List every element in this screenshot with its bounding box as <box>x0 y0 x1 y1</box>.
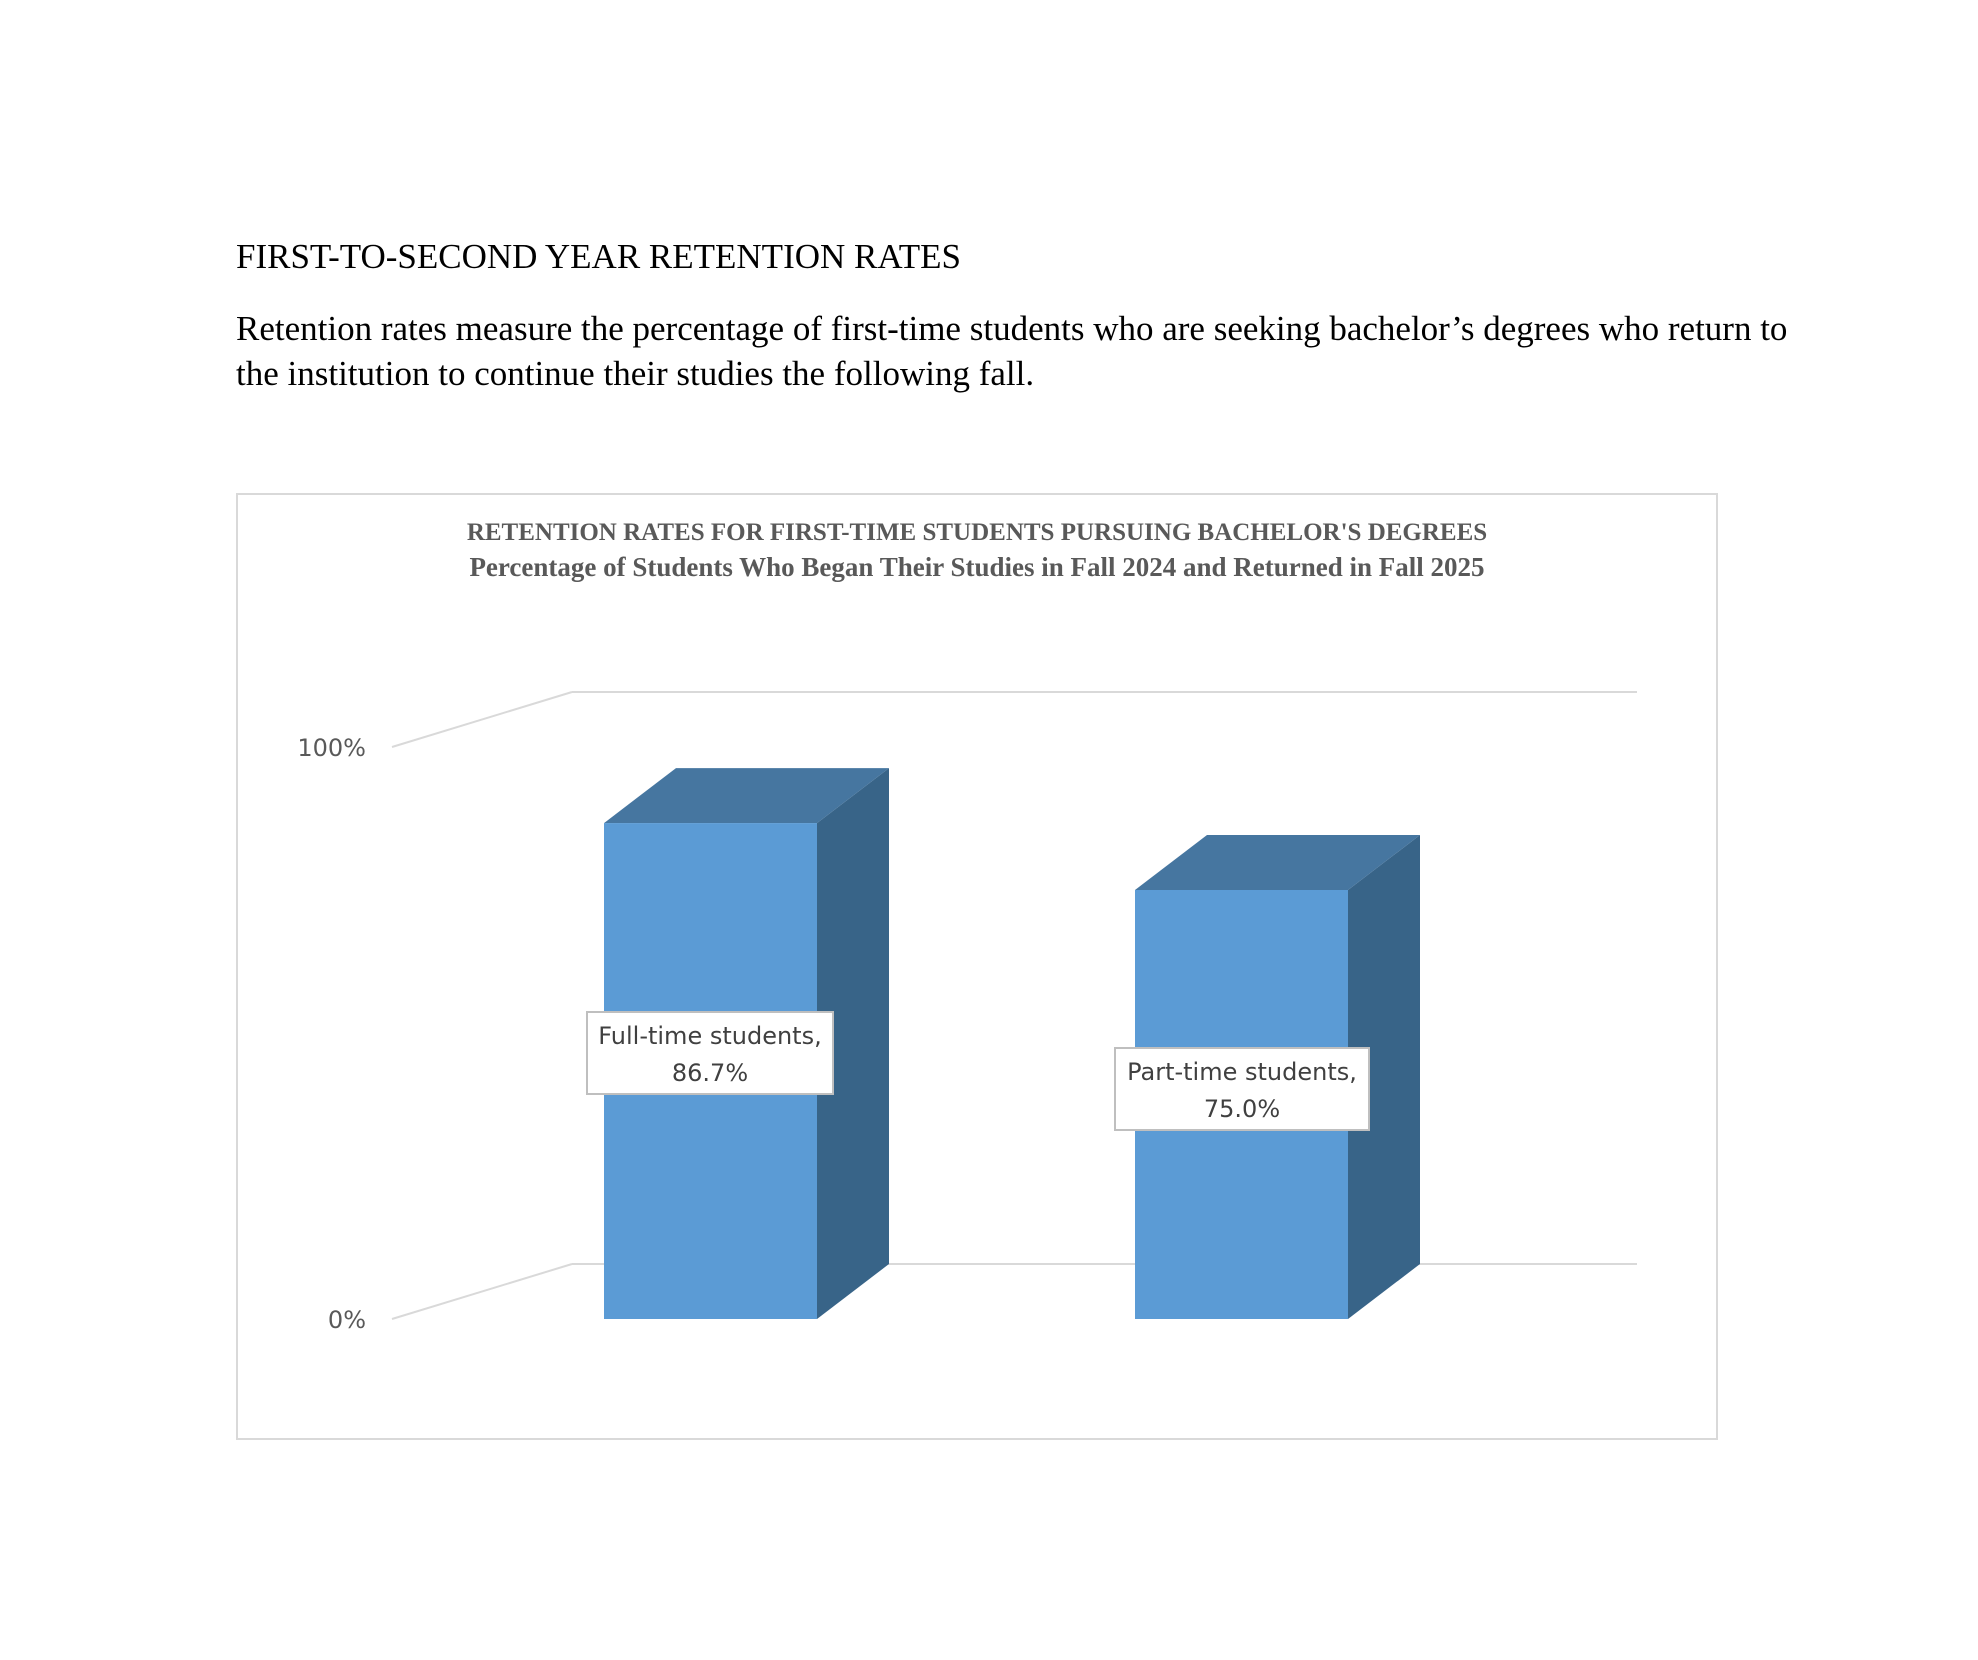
y-tick-label: 100% <box>297 734 366 762</box>
y-tick-label: 0% <box>327 1306 366 1334</box>
intro-paragraph: Retention rates measure the percentage of first-time students who are seeking bachelor’s degrees who return to the institution to continue their studies the following fall. <box>236 309 1788 393</box>
chart-title: RETENTION RATES FOR FIRST-TIME STUDENTS PURSUING BACHELOR'S DEGREES <box>466 519 1488 546</box>
section-heading: FIRST-TO-SECOND YEAR RETENTION RATES <box>236 237 961 276</box>
data-label: Part-time students, <box>1127 1058 1357 1086</box>
data-label: Full-time students, <box>598 1022 822 1050</box>
data-label: 75.0% <box>1203 1095 1281 1123</box>
retention-bar-chart <box>236 493 1718 1440</box>
data-label: 86.7% <box>671 1059 749 1087</box>
chart-subtitle: Percentage of Students Who Began Their Studies in Fall 2024 and Returned in Fall 2025 <box>469 552 1485 582</box>
floor-edge-line <box>392 1264 572 1319</box>
top-edge-line <box>392 692 572 747</box>
